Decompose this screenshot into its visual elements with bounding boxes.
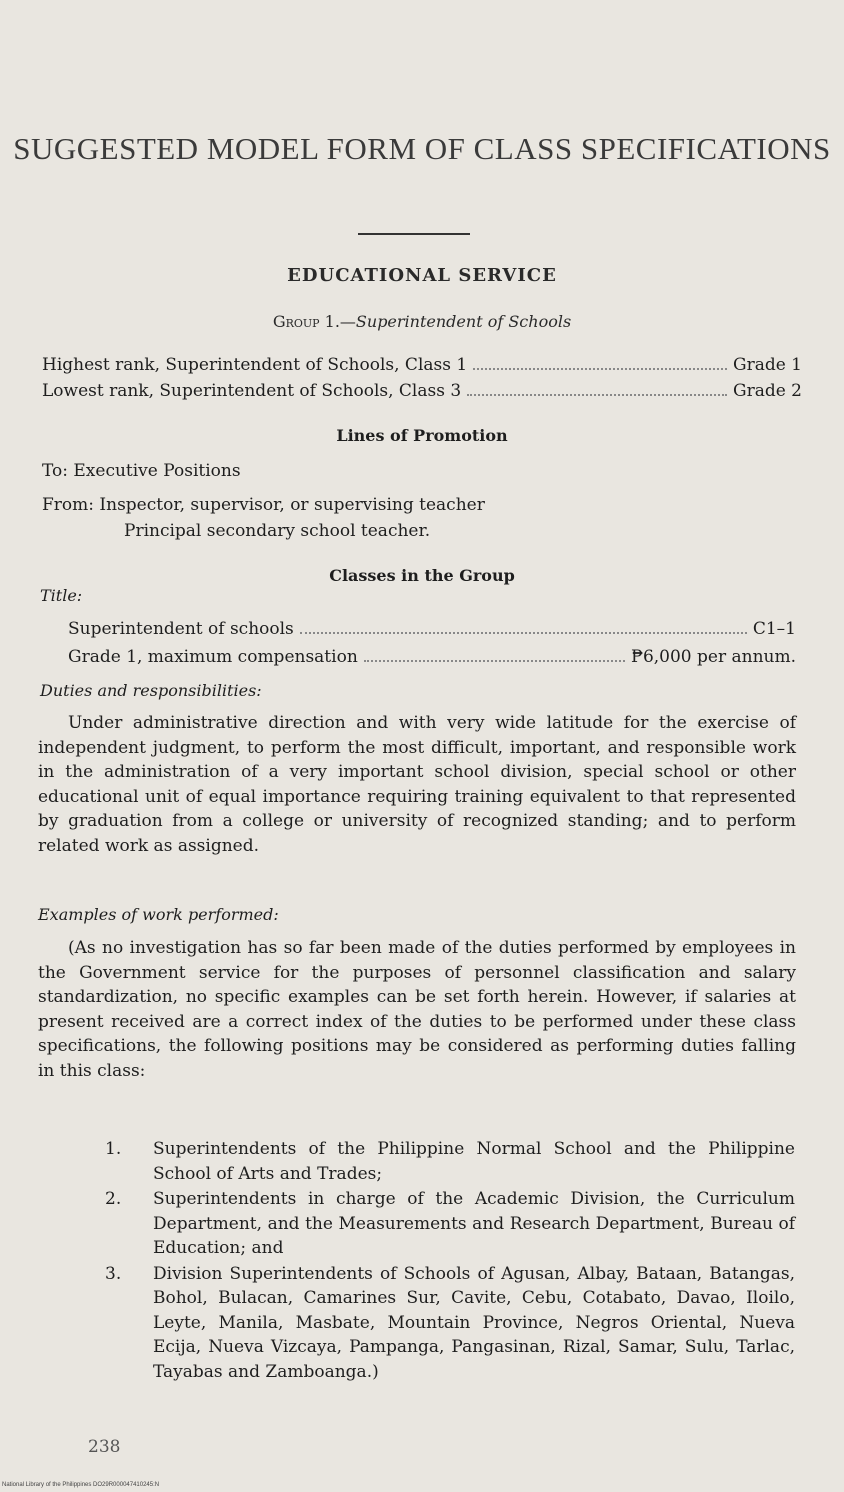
list-text: Superintendents of the Philippine Normal School and the Philippine School of Arts and Trades; — [153, 1139, 795, 1184]
group-heading — [0, 312, 844, 331]
list-item — [105, 1137, 795, 1186]
classes-heading: Classes in the Group — [329, 566, 515, 585]
group-prefix: Group 1.— — [272, 312, 356, 331]
list-number: 3. — [105, 1263, 122, 1284]
scan-footer: National Library of the Philippines DO29R000047410245:N — [2, 1482, 160, 1488]
page-title: SUGGESTED MODEL FORM OF CLASS SPECIFICATIONS — [13, 131, 831, 166]
class-code: C1–1 — [752, 619, 796, 639]
title-label: Title: — [40, 586, 83, 605]
group-name: Superintendent of Schools — [355, 312, 572, 331]
leader-dots — [364, 648, 625, 662]
rank-grade: Grade 2 — [732, 381, 802, 401]
list-text: Division Superintendents of Schools of Agusan, Albay, Bataan, Batangas, Bohol, Bulacan, Camarines Sur, Cavite, Cebu, Cotabato, Davao, Iloilo, Leyte, Manila, Masbate, Mountain Province, Negros Oriental, Nueva Ecija, Nueva Vizcaya, Pampanga, Pangasinan, Rizal, Samar, Sulu, Tarlac, Tayabas and Zamboanga.) — [153, 1263, 795, 1382]
class-title-row — [68, 619, 796, 639]
promotion-to: To: Executive Positions — [42, 461, 241, 481]
service-heading: EDUCATIONAL SERVICE — [287, 265, 557, 286]
leader-dots — [467, 382, 727, 396]
leader-dots — [300, 620, 747, 634]
list-item — [105, 1187, 795, 1261]
compensation-value: ₱6,000 per annum. — [630, 647, 796, 667]
rank-row-lowest — [42, 381, 802, 401]
list-number: 2. — [105, 1189, 122, 1209]
examples-list — [105, 1137, 795, 1385]
rank-text: Highest rank, Superintendent of Schools, Class 1 — [42, 355, 468, 375]
promotion-heading: Lines of Promotion — [336, 426, 508, 445]
rank-text: Lowest rank, Superintendent of Schools, Class 3 — [42, 381, 462, 401]
rank-grade: Grade 1 — [732, 355, 802, 375]
examples-paragraph: (As no investigation has so far been made of the duties performed by employees in the Government service for the purposes of personnel classification and salary standardization, no specific examples can be set forth herein. However, if salaries at present received are a correct index of the duties to be performed under these class specifications, the following positions may be considered as performing duties falling in this class: — [38, 938, 796, 1081]
page-number: 238 — [88, 1437, 121, 1457]
class-title: Superintendent of schools — [68, 619, 294, 639]
promotion-from: From: Inspector, supervisor, or supervising teacher — [42, 495, 485, 515]
list-number: 1. — [105, 1139, 122, 1159]
leader-dots — [473, 356, 727, 370]
duties-label: Duties and responsibilities: — [40, 681, 262, 700]
compensation-row — [68, 647, 796, 667]
title-divider — [358, 233, 470, 235]
promotion-from-2: Principal secondary school teacher. — [124, 521, 431, 541]
compensation-label: Grade 1, maximum compensation — [68, 647, 358, 667]
duties-paragraph: Under administrative direction and with very wide latitude for the exercise of independent judgment, to perform the most difficult, important, and responsible work in the administration of a very important school division, special school or other educational unit of equal importance requiring training equivalent to that represented by graduation from a college or university of recognized standing; and to perform related work as assigned. — [38, 713, 796, 856]
list-text: Superintendents in charge of the Academic Division, the Curriculum Department, and the Measurements and Research Department, Bureau of Education; and — [153, 1189, 795, 1258]
rank-row-highest — [42, 355, 802, 375]
list-item — [105, 1262, 795, 1385]
examples-label: Examples of work performed: — [38, 905, 279, 924]
